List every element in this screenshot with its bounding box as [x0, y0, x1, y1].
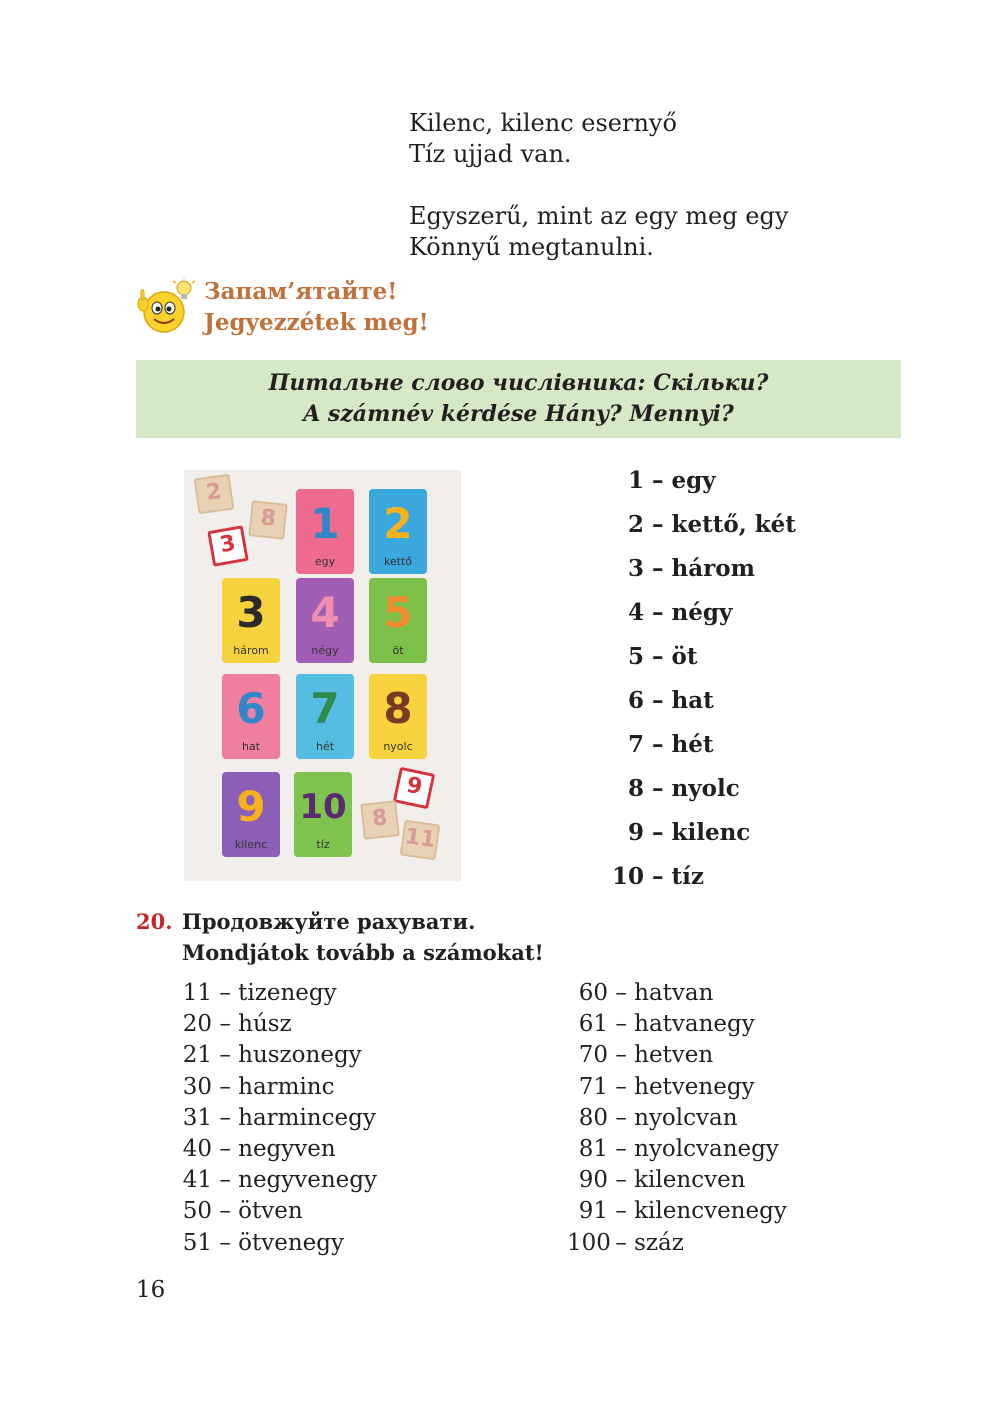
list-item: 1 – egy	[627, 467, 716, 494]
list-item: 71 – hetvenegy	[578, 1073, 755, 1100]
list-item: 4 – négy	[627, 599, 733, 626]
list-item: 61 – hatvanegy	[578, 1011, 755, 1038]
page-number: 16	[136, 1277, 166, 1303]
toy-block: 2	[194, 474, 235, 515]
toy-block: 3	[207, 525, 249, 567]
list-item: 81 – nyolcvanegy	[578, 1135, 779, 1162]
numbers-list-left	[182, 978, 377, 1259]
list-item: 3 – három	[627, 555, 755, 582]
poem	[409, 108, 788, 263]
list-item: 20 – húsz	[182, 1011, 292, 1038]
list-item: 7 – hét	[627, 731, 714, 758]
list-item: 10 – tíz	[611, 863, 704, 890]
list-item: 100 – száz	[567, 1229, 684, 1256]
toy-block: 8	[360, 800, 400, 840]
list-item: 9 – kilenc	[627, 819, 751, 846]
remember-title-ua: Запам’ятайте!	[204, 278, 398, 305]
rule-text-ua: Питальне слово числівника: Скільки?	[268, 370, 769, 396]
rule-box	[136, 360, 901, 438]
poem-line: Kilenc, kilenc esernyő	[409, 109, 677, 137]
poem-line: Tíz ujjad van.	[409, 140, 572, 168]
numbers-list-right	[567, 978, 787, 1259]
smiley-lightbulb-icon	[134, 278, 196, 336]
list-item: 40 – negyven	[182, 1135, 336, 1162]
number-card: 8 nyolc	[369, 674, 427, 759]
toy-block: 9	[393, 767, 436, 810]
number-card: 7 hét	[296, 674, 354, 759]
poem-line: Könnyű megtanulni.	[409, 233, 654, 261]
list-item: 30 – harminc	[182, 1073, 335, 1100]
list-item: 8 – nyolc	[627, 775, 740, 802]
stanza-gap	[409, 170, 788, 201]
list-item: 50 – ötven	[182, 1198, 303, 1225]
number-card: 3 három	[222, 578, 280, 663]
list-item: 6 – hat	[627, 687, 714, 714]
number-card: 5 öt	[369, 578, 427, 663]
number-card: 1 egy	[296, 489, 354, 574]
exercise-instruction-ua: Продовжуйте рахувати.	[182, 909, 476, 934]
toy-block: 8	[248, 500, 288, 540]
number-card: 4 négy	[296, 578, 354, 663]
poem-line: Egyszerű, mint az egy meg egy	[409, 202, 789, 230]
list-item: 90 – kilencven	[578, 1167, 746, 1194]
list-item: 41 – negyvenegy	[182, 1167, 378, 1194]
numbers-1-10-list	[610, 463, 796, 903]
list-item: 11 – tizenegy	[182, 980, 337, 1006]
number-card: 6 hat	[222, 674, 280, 759]
list-item: 80 – nyolcvan	[578, 1104, 738, 1131]
number-card: 9 kilenc	[222, 772, 280, 857]
toy-block: 11	[400, 820, 441, 861]
number-card: 10 tíz	[294, 772, 352, 857]
list-item: 2 – kettő, két	[627, 511, 796, 538]
number-cards-photo	[184, 470, 461, 881]
list-item: 70 – hetven	[578, 1042, 714, 1069]
list-item: 60 – hatvan	[578, 980, 714, 1006]
list-item: 51 – ötvenegy	[182, 1229, 344, 1256]
rule-text-hu: A számnév kérdése Hány? Mennyi?	[303, 401, 734, 427]
list-item: 21 – huszonegy	[182, 1042, 362, 1069]
exercise-instruction-hu: Mondjátok tovább a számokat!	[182, 940, 544, 965]
list-item: 31 – harmincegy	[182, 1104, 376, 1131]
remember-title-hu: Jegyezzétek meg!	[204, 309, 429, 336]
list-item: 91 – kilencvenegy	[578, 1198, 787, 1225]
number-card: 2 kettő	[369, 489, 427, 574]
list-item: 5 – öt	[627, 643, 698, 670]
exercise-number: 20.	[136, 909, 173, 934]
remember-heading	[134, 276, 464, 340]
